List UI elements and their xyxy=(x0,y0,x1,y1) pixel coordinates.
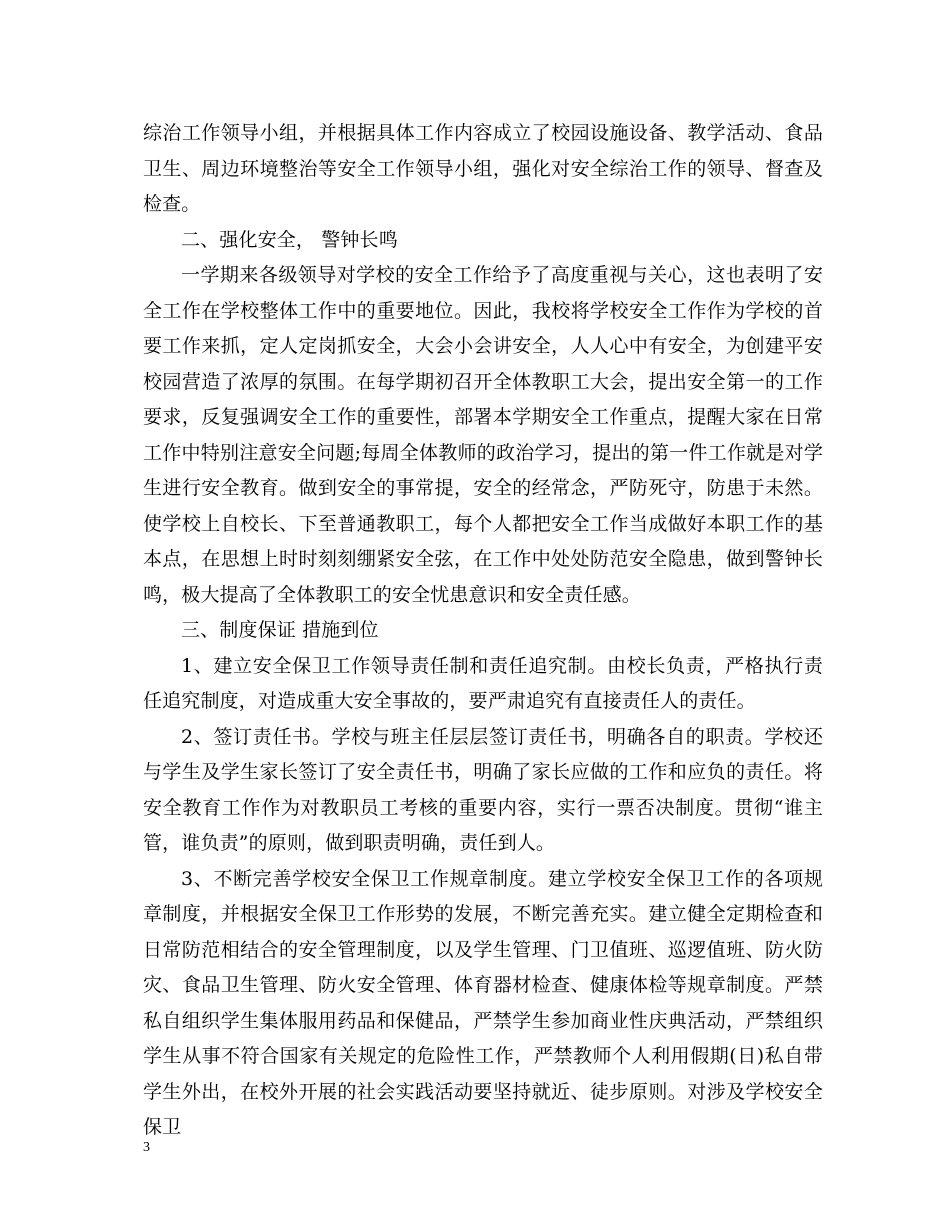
list-item-1: 1、建立安全保卫工作领导责任制和责任追究制。由校长负责，严格执行责任追究制度，对造成重大安全事故的，要严肃追究有直接责任人的责任。 xyxy=(143,654,823,712)
list-item-2: 2、签订责任书。学校与班主任层层签订责任书，明确各自的职责。学校还与学生及学生家长签订了安全责任书，明确了家长应做的工作和应负的责任。将安全教育工作作为对教职员工考核的重要内容，实行一票否决制度。贯彻“谁主管，谁负责”的原则，做到职责明确，责任到人。 xyxy=(143,725,823,854)
paragraph-safety-awareness: 一学期来各级领导对学校的安全工作给予了高度重视与关心，这也表明了安全工作在学校整体工作中的重要地位。因此，我校将学校安全工作作为学校的首要工作来抓，定人定岗抓安全，大会小会讲安全，人人心中有安全，为创建平安校园营造了浓厚的氛围。在每学期初召开全体教职工大会，提出安全第一的工作要求，反复强调安全工作的重要性，部署本学期安全工作重点，提醒大家在日常工作中特别注意安全问题;每周全体教师的政治学习，提出的第一件工作就是对学生进行安全教育。做到安全的事常提，安全的经常念，严防死守，防患于未然。使学校上自校长、下至普通教职工，每个人都把安全工作当成做好本职工作的基本点，在思想上时时刻刻绷紧安全弦，在工作中处处防范安全隐患，做到警钟长鸣，极大提高了全体教职工的安全忧患意识和安全责任感。 xyxy=(143,264,823,606)
section-heading-2: 二、强化安全， 警钟长鸣 xyxy=(181,228,398,251)
section-heading-3: 三、制度保证 措施到位 xyxy=(181,619,379,641)
document-body xyxy=(143,116,823,1146)
paragraph-continuation: 综治工作领导小组，并根据具体工作内容成立了校园设施设备、教学活动、食品卫生、周边环境整治等安全工作领导小组，强化对安全综治工作的领导、督查及检查。 xyxy=(143,122,823,215)
list-item-3: 3、不断完善学校安全保卫工作规章制度。建立学校安全保卫工作的各项规章制度，并根据安全保卫工作形势的发展，不断完善充实。建立健全定期检查和日常防范相结合的安全管理制度，以及学生管理、门卫值班、巡逻值班、防火防灾、食品卫生管理、防火安全管理、体育器材检查、健康体检等规章制度。严禁私自组织学生集体服用药品和保健品，严禁学生参加商业性庆典活动，严禁组织学生从事不符合国家有关规定的危险性工作，严禁教师个人利用假期(日)私自带学生外出，在校外开展的社会实践活动要坚持就近、徒步原则。对涉及学校安全保卫 xyxy=(143,867,823,1138)
page-number: 3 xyxy=(143,1140,150,1155)
